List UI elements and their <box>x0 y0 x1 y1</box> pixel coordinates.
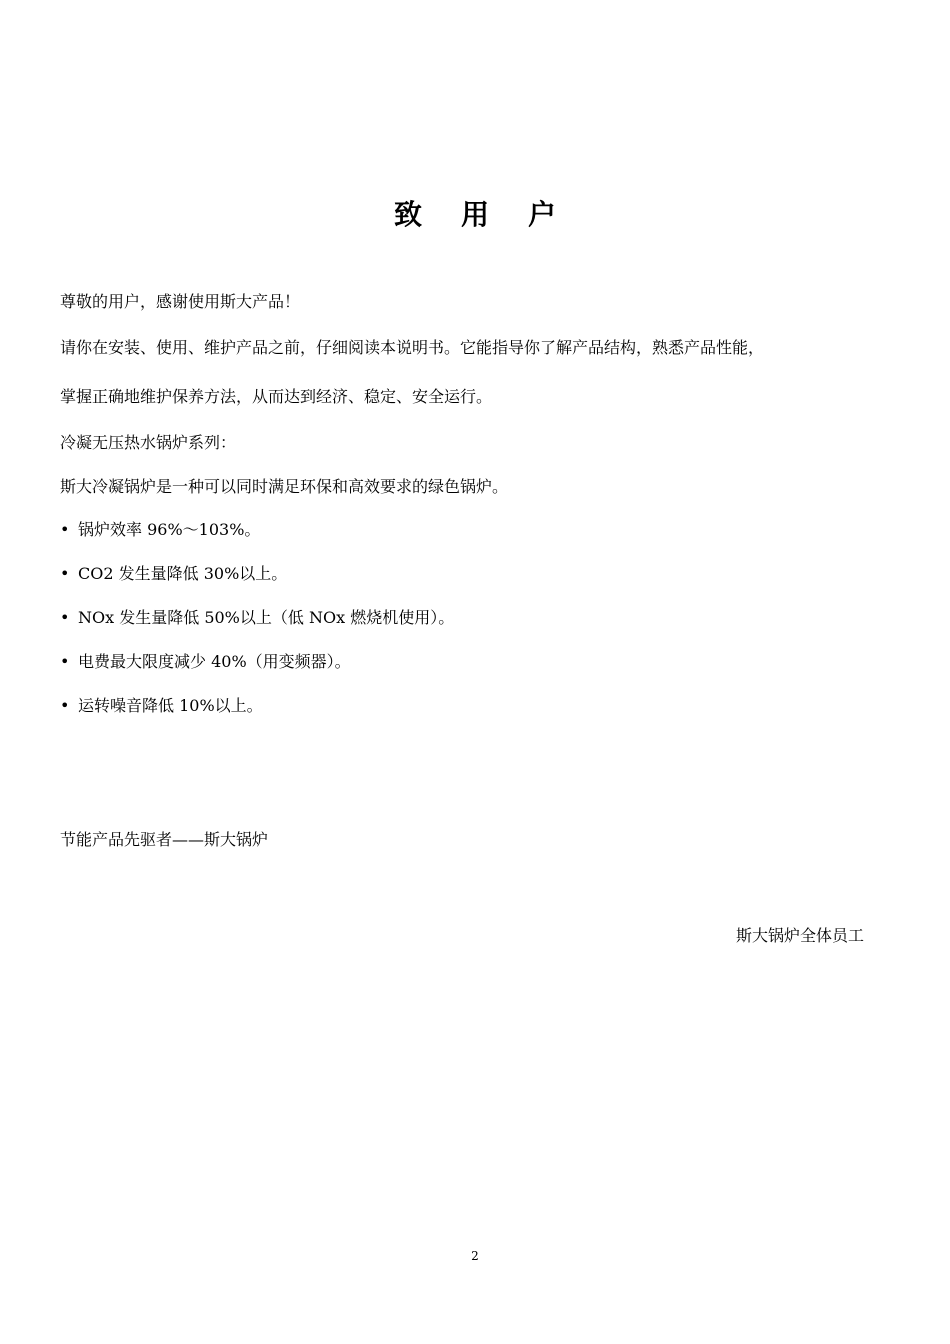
page-number: 2 <box>471 1249 479 1263</box>
bullet-icon: • <box>60 564 70 583</box>
bullet-icon: • <box>60 608 70 627</box>
signature-text: 斯大锅炉全体员工 <box>735 926 864 945</box>
intro-line-1: 请你在安装、使用、维护产品之前，仔细阅读本说明书。它能指导你了解产品结构，熟悉产品性能， <box>60 338 765 357</box>
feature-text: NOx 发生量降低 50%以上（低 NOx 燃烧机使用）。 <box>78 608 455 627</box>
feature-text: 锅炉效率 96%～103%。 <box>78 520 261 539</box>
bullet-icon: • <box>60 696 70 715</box>
feature-item <box>60 696 454 740</box>
bullet-icon: • <box>60 652 70 671</box>
slogan-text: 节能产品先驱者——斯大锅炉 <box>60 830 269 849</box>
bullet-icon: • <box>60 520 70 539</box>
feature-list <box>60 520 454 740</box>
feature-item <box>60 520 454 564</box>
series-description: 斯大冷凝锅炉是一种可以同时满足环保和高效要求的绿色锅炉。 <box>60 477 509 496</box>
feature-text: 运转噪音降低 10%以上。 <box>78 696 263 715</box>
feature-text: CO2 发生量降低 30%以上。 <box>78 564 288 583</box>
feature-item <box>60 652 454 696</box>
intro-line-2: 掌握正确地维护保养方法，从而达到经济、稳定、安全运行。 <box>60 387 493 406</box>
feature-text: 电费最大限度减少 40%（用变频器）。 <box>78 652 351 671</box>
feature-item <box>60 564 454 608</box>
feature-item <box>60 608 454 652</box>
page-title: 致 用 户 <box>394 198 556 231</box>
greeting-text: 尊敬的用户，感谢使用斯大产品！ <box>60 292 301 311</box>
series-heading: 冷凝无压热水锅炉系列： <box>60 433 237 452</box>
